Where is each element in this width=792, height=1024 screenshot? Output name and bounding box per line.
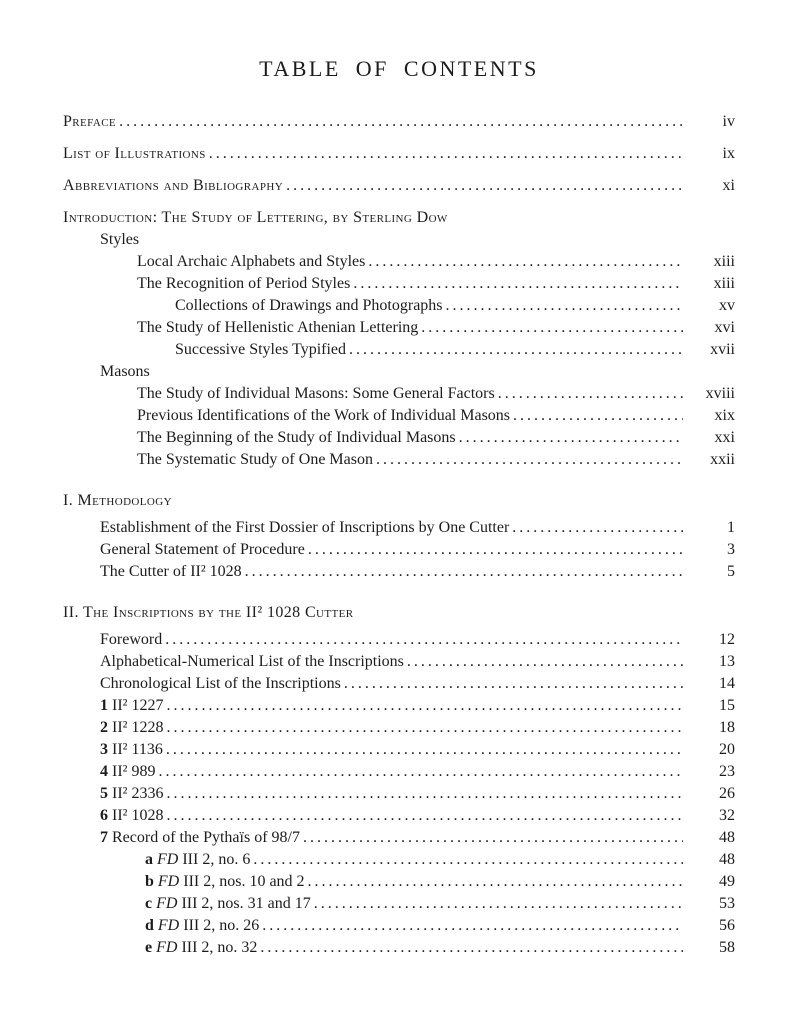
toc-page-number: 23 — [719, 763, 735, 780]
toc-page-number: xix — [714, 407, 735, 424]
toc-entry-label: a FD III 2, no. 6 — [145, 851, 251, 868]
dot-leader — [166, 717, 683, 739]
dot-leader — [308, 871, 683, 893]
toc-entry-label: 1 II² 1227 — [100, 697, 164, 714]
toc-entry-label: d FD III 2, no. 26 — [145, 917, 260, 934]
toc-page-number: 48 — [719, 851, 735, 868]
dot-leader — [376, 449, 683, 471]
toc-entry — [63, 739, 735, 761]
toc-heading — [63, 490, 735, 512]
toc-page-number: 14 — [719, 675, 735, 692]
toc-page-number: 58 — [719, 939, 735, 956]
toc-entry-label: Masons — [100, 363, 150, 380]
toc-entry — [63, 871, 735, 893]
toc-entry — [63, 273, 735, 295]
dot-leader — [253, 849, 683, 871]
toc-page-number: 18 — [719, 719, 735, 736]
toc-entry — [63, 383, 735, 405]
dot-leader — [512, 517, 683, 539]
toc-page-number: 20 — [719, 741, 735, 758]
toc-entry-label: The Cutter of II² 1028 — [100, 563, 242, 580]
toc-page-number: 26 — [719, 785, 735, 802]
toc-entry — [63, 339, 735, 361]
dot-leader — [260, 937, 683, 959]
toc-page-number: xxii — [710, 451, 735, 468]
toc-entry — [63, 111, 735, 133]
toc-entry-label: Collections of Drawings and Photographs — [175, 297, 443, 314]
toc-entry — [63, 317, 735, 339]
toc-heading — [63, 229, 735, 251]
dot-leader — [262, 915, 683, 937]
toc-entry-label: Local Archaic Alphabets and Styles — [137, 253, 366, 270]
toc-entry — [63, 427, 735, 449]
toc-page-number: xxi — [714, 429, 735, 446]
dot-leader — [314, 893, 683, 915]
toc-entry — [63, 251, 735, 273]
toc-entry — [63, 783, 735, 805]
toc-page-number: xi — [722, 177, 735, 194]
toc-entry — [63, 805, 735, 827]
dot-leader — [446, 295, 683, 317]
dot-leader — [353, 273, 683, 295]
toc-page-number: 13 — [719, 653, 735, 670]
toc-entries — [63, 111, 735, 959]
toc-entry — [63, 175, 735, 197]
toc-entry-label: 5 II² 2336 — [100, 785, 164, 802]
toc-entry-label: The Systematic Study of One Mason — [137, 451, 373, 468]
toc-entry — [63, 449, 735, 471]
dot-leader — [158, 761, 683, 783]
toc-entry-label: 3 II² 1136 — [100, 741, 163, 758]
toc-entry-label: Chronological List of the Inscriptions — [100, 675, 341, 692]
toc-entry — [63, 695, 735, 717]
dot-leader — [166, 695, 683, 717]
toc-entry-label: c FD III 2, nos. 31 and 17 — [145, 895, 311, 912]
dot-leader — [407, 651, 683, 673]
toc-page-number: xv — [719, 297, 735, 314]
dot-leader — [421, 317, 683, 339]
toc-entry-label: b FD III 2, nos. 10 and 2 — [145, 873, 305, 890]
dot-leader — [286, 175, 683, 197]
toc-entry — [63, 295, 735, 317]
toc-heading — [63, 207, 735, 229]
toc-entry-label: e FD III 2, no. 32 — [145, 939, 258, 956]
toc-entry-label: I. Methodology — [63, 492, 172, 509]
dot-leader — [513, 405, 683, 427]
toc-page-number: 48 — [719, 829, 735, 846]
toc-page-number: 32 — [719, 807, 735, 824]
toc-heading — [63, 361, 735, 383]
toc-entry — [63, 143, 735, 165]
toc-entry — [63, 761, 735, 783]
toc-page-number: xiii — [713, 275, 735, 292]
toc-entry — [63, 915, 735, 937]
toc-entry-label: 2 II² 1228 — [100, 719, 164, 736]
toc-page-number: 3 — [727, 541, 735, 558]
toc-entry — [63, 893, 735, 915]
toc-entry — [63, 937, 735, 959]
toc-entry — [63, 517, 735, 539]
toc-entry — [63, 405, 735, 427]
toc-page-number: 1 — [727, 519, 735, 536]
toc-page-number: 15 — [719, 697, 735, 714]
dot-leader — [344, 673, 683, 695]
dot-leader — [166, 805, 683, 827]
toc-page-number: 5 — [727, 563, 735, 580]
dot-leader — [303, 827, 683, 849]
dot-leader — [368, 251, 683, 273]
toc-entry — [63, 651, 735, 673]
toc-heading — [63, 602, 735, 624]
toc-entry-label: Establishment of the First Dossier of Inscriptions by One Cutter — [100, 519, 510, 536]
dot-leader — [166, 783, 683, 805]
toc-entry-label: Previous Identifications of the Work of Individual Masons — [137, 407, 511, 424]
toc-entry-label: Abbreviations and Bibliography — [63, 177, 284, 194]
toc-entry-label: Introduction: The Study of Lettering, by Sterling Dow — [63, 209, 448, 226]
toc-entry-label: II. The Inscriptions by the II² 1028 Cutter — [63, 604, 354, 621]
dot-leader — [209, 143, 683, 165]
toc-entry — [63, 849, 735, 871]
toc-page-number: xviii — [705, 385, 735, 402]
toc-page-number: 56 — [719, 917, 735, 934]
toc-entry-label: 4 II² 989 — [100, 763, 156, 780]
dot-leader — [349, 339, 683, 361]
toc-entry-label: The Study of Individual Masons: Some General Factors — [137, 385, 495, 402]
toc-entry-label: Foreword — [100, 631, 163, 648]
toc-entry-label: Preface — [63, 113, 117, 130]
toc-page-number: iv — [722, 113, 735, 130]
toc-entry-label: The Recognition of Period Styles — [137, 275, 351, 292]
toc-page-number: xiii — [713, 253, 735, 270]
toc-page-number: xvii — [710, 341, 735, 358]
page-title: TABLE OF CONTENTS — [259, 56, 539, 81]
toc-entry-label: The Study of Hellenistic Athenian Lettering — [137, 319, 419, 336]
toc-entry-label: 7 Record of the Pythaïs of 98/7 — [100, 829, 300, 846]
toc-entry-label: 6 II² 1028 — [100, 807, 164, 824]
dot-leader — [119, 111, 683, 133]
toc-entry-label: Alphabetical-Numerical List of the Inscriptions — [100, 653, 404, 670]
toc-page-number: xvi — [714, 319, 735, 336]
toc-entry — [63, 827, 735, 849]
toc-entry — [63, 717, 735, 739]
toc-entry — [63, 561, 735, 583]
toc-entry-label: General Statement of Procedure — [100, 541, 305, 558]
toc-page-number: ix — [722, 145, 735, 162]
dot-leader — [459, 427, 683, 449]
toc-page-number: 49 — [719, 873, 735, 890]
toc-entry — [63, 629, 735, 651]
toc-entry — [63, 539, 735, 561]
toc-page-number: 12 — [719, 631, 735, 648]
toc-entry — [63, 673, 735, 695]
dot-leader — [498, 383, 683, 405]
toc-entry-label: Styles — [100, 231, 140, 248]
dot-leader — [245, 561, 683, 583]
toc-entry-label: Successive Styles Typified — [175, 341, 347, 358]
dot-leader — [165, 629, 683, 651]
toc-page-number: 53 — [719, 895, 735, 912]
dot-leader — [308, 539, 683, 561]
toc-entry-label: List of Illustrations — [63, 145, 206, 162]
toc-entry-label: The Beginning of the Study of Individual Masons — [137, 429, 456, 446]
dot-leader — [166, 739, 683, 761]
